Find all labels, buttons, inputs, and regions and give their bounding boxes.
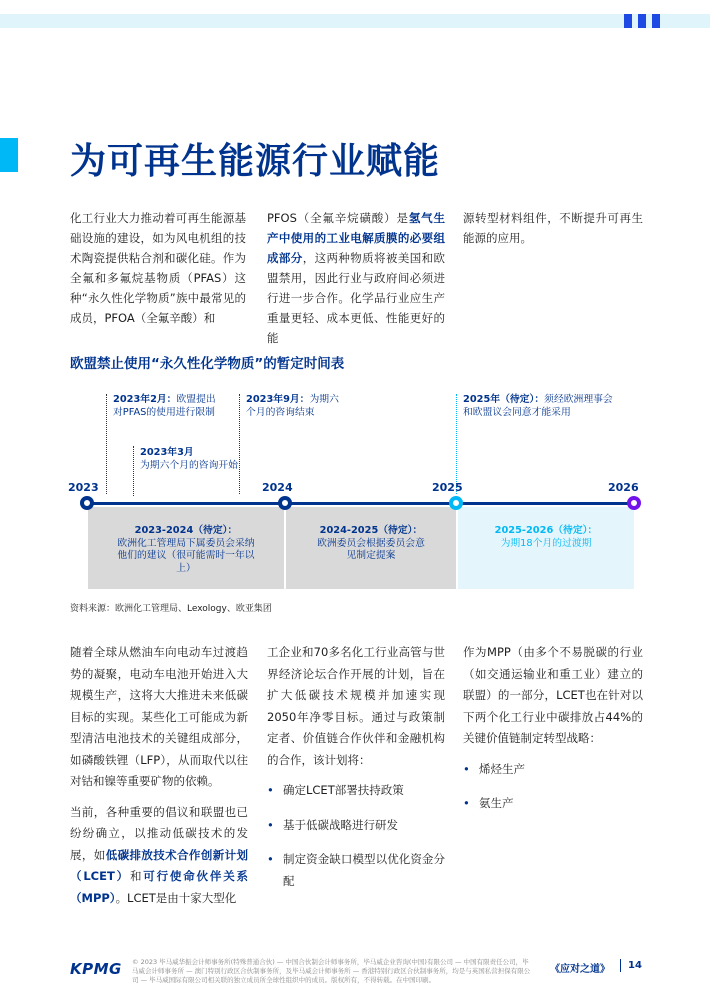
event-2023-mar [140, 446, 240, 472]
list-item: • 基于低碳战略进行研发 [267, 815, 445, 837]
body-column-2 [267, 642, 445, 905]
timeline-axis [86, 502, 636, 505]
event-text: 为期六个月的咨询结束 [246, 394, 339, 418]
list-item: • 烯烃生产 [463, 759, 643, 781]
paragraph: 随着全球从燃油车向电动车过渡趋势的凝聚，电动车电池开始进入大规模生产，这将大大推进未来低碳目标的实现。某些化工可能成为新型清洁电池技术的关键组成部分，如磷酸铁锂（LFP），从而取代以往对钴和镍等重要矿物的依赖。 [70, 645, 248, 788]
event-2023-sep [246, 393, 346, 419]
bullet-list [267, 780, 445, 892]
year-label-2024: 2024 [262, 481, 293, 494]
publication-title: 《应对之道》 [550, 964, 610, 975]
event-2025 [463, 393, 621, 419]
year-marker-2023 [80, 496, 94, 510]
kpmg-logo: KPMG [70, 960, 122, 978]
footer-legal: © 2023 毕马威华振会计师事务所(特殊普通合伙) — 中国合伙制会计师事务所，毕马威企业咨询(中国)有限公司 — 中国有限责任公司，毕马威会计师事务所 — 澳门特别行政区合伙制事务所，及毕马威会计师事务所 — 香港特别行政区合伙制事务所，均是与英国私营担保有限公司 — 毕马威国际有限公司相关联的独立成员所全球性组织中的成员。版权所有，不得转载。在中国印刷。 [132, 958, 531, 984]
period-text: 欧洲化工管理局下属委员会采纳他们的建议（很可能需时一年以上） [117, 537, 255, 574]
top-bars-decoration [624, 14, 660, 28]
intro-highlight: 氢气生产中使用的工业电解质膜的必要组成部分 [267, 211, 445, 265]
event-2023-feb [113, 393, 223, 419]
top-band [0, 14, 710, 28]
event-date: 2023年2月： [113, 394, 177, 405]
body-column-1 [70, 642, 248, 918]
paragraph-text: 。LCET是由十家大型化 [115, 890, 237, 905]
event-connector [456, 394, 457, 494]
period-2025-2026 [458, 507, 634, 589]
paragraph: 工企业和70多名化工行业高管与世界经济论坛合作开展的计划，旨在扩大低碳技术规模并加速实现2050年净零目标。通过与政策制定者、价值链合作伙伴和金融机构的合作，该计划将： [267, 645, 445, 767]
paragraph [70, 802, 248, 910]
period-range: 2023-2024（待定）： [134, 525, 238, 536]
list-item: • 制定资金缺口模型以优化资金分配 [267, 849, 445, 892]
year-label-2025: 2025 [432, 481, 463, 494]
year-marker-2024 [278, 496, 292, 510]
list-item: • 确定LCET部署扶持政策 [267, 780, 445, 802]
event-date: 2023年9月： [246, 394, 310, 405]
year-label-2023: 2023 [68, 481, 99, 494]
event-text: 须经欧洲理事会和欧盟议会同意才能采用 [463, 394, 613, 418]
year-marker-2026 [627, 496, 641, 510]
event-text: 欧盟提出对PFAS的使用进行限制 [113, 394, 216, 418]
footer-divider [620, 959, 621, 972]
event-connector [133, 446, 134, 496]
event-date: 2025年（待定）： [463, 394, 545, 405]
source-note: 资料来源：欧洲化工管理局、Lexology、欧亚集团 [70, 604, 272, 614]
event-date: 2023年3月 [140, 447, 194, 458]
timeline-heading: 欧盟禁止使用“永久性化学物质”的暂定时间表 [70, 356, 345, 372]
list-item: • 氨生产 [463, 793, 643, 815]
period-range: 2024-2025（待定）： [319, 525, 423, 536]
intro-column-1: 化工行业大力推动着可再生能源基础设施的建设，如为风电机组的技术陶瓷提供粘合剂和碳化硅。作为全氟和多氟烷基物质（PFAS）这种“永久性化学物质”族中最常见的成员，PFOA（全氟辛酸）和 [70, 211, 246, 325]
paragraph: 作为MPP（由多个不易脱碳的行业（如交通运输业和重工业）建立的联盟）的一部分，LCET也在针对以下两个化工行业中碳排放占44%的关键价值链制定转型战略： [463, 645, 643, 745]
year-label-2026: 2026 [608, 481, 639, 494]
body-column-3 [463, 642, 643, 828]
intro-column-2 [267, 208, 445, 348]
period-text: 欧洲委员会根据委员会意见制定提案 [317, 537, 425, 561]
period-text: 为期18个月的过渡期 [500, 537, 592, 549]
period-2024-2025 [286, 507, 456, 589]
highlight-lcet: 低碳排放技术合作创新计划（LCET） [70, 847, 249, 883]
intro-text: PFOS（全氟辛烷磺酸）是 [267, 211, 409, 225]
event-text: 为期六个月的咨询开始 [140, 460, 238, 471]
period-range: 2025-2026（待定）： [494, 525, 598, 536]
title-accent-bar [0, 138, 18, 172]
bullet-list [463, 759, 643, 815]
paragraph-text: 当前，各种重要的倡议和联盟也已纷纷确立，以推动低碳技术的发展，如 [70, 804, 248, 862]
year-marker-2025 [449, 496, 463, 510]
paragraph-text: 和 [129, 869, 144, 883]
intro-column-3: 源转型材料组件，不断提升可再生能源的应用。 [463, 211, 643, 245]
period-2023-2024 [88, 507, 284, 589]
intro-text: ，这两种物质将被美国和欧盟禁用，因此行业与政府间必须进行进一步合作。化学品行业应生产重量更轻、成本更低、性能更好的能 [267, 251, 446, 345]
event-connector [239, 394, 240, 494]
event-connector [106, 394, 107, 494]
page-number: 14 [628, 960, 642, 971]
page-title: 为可再生能源行业赋能 [70, 141, 441, 182]
highlight-mpp: 可行使命伙伴关系（MPP） [70, 869, 249, 905]
timeline [0, 380, 710, 595]
